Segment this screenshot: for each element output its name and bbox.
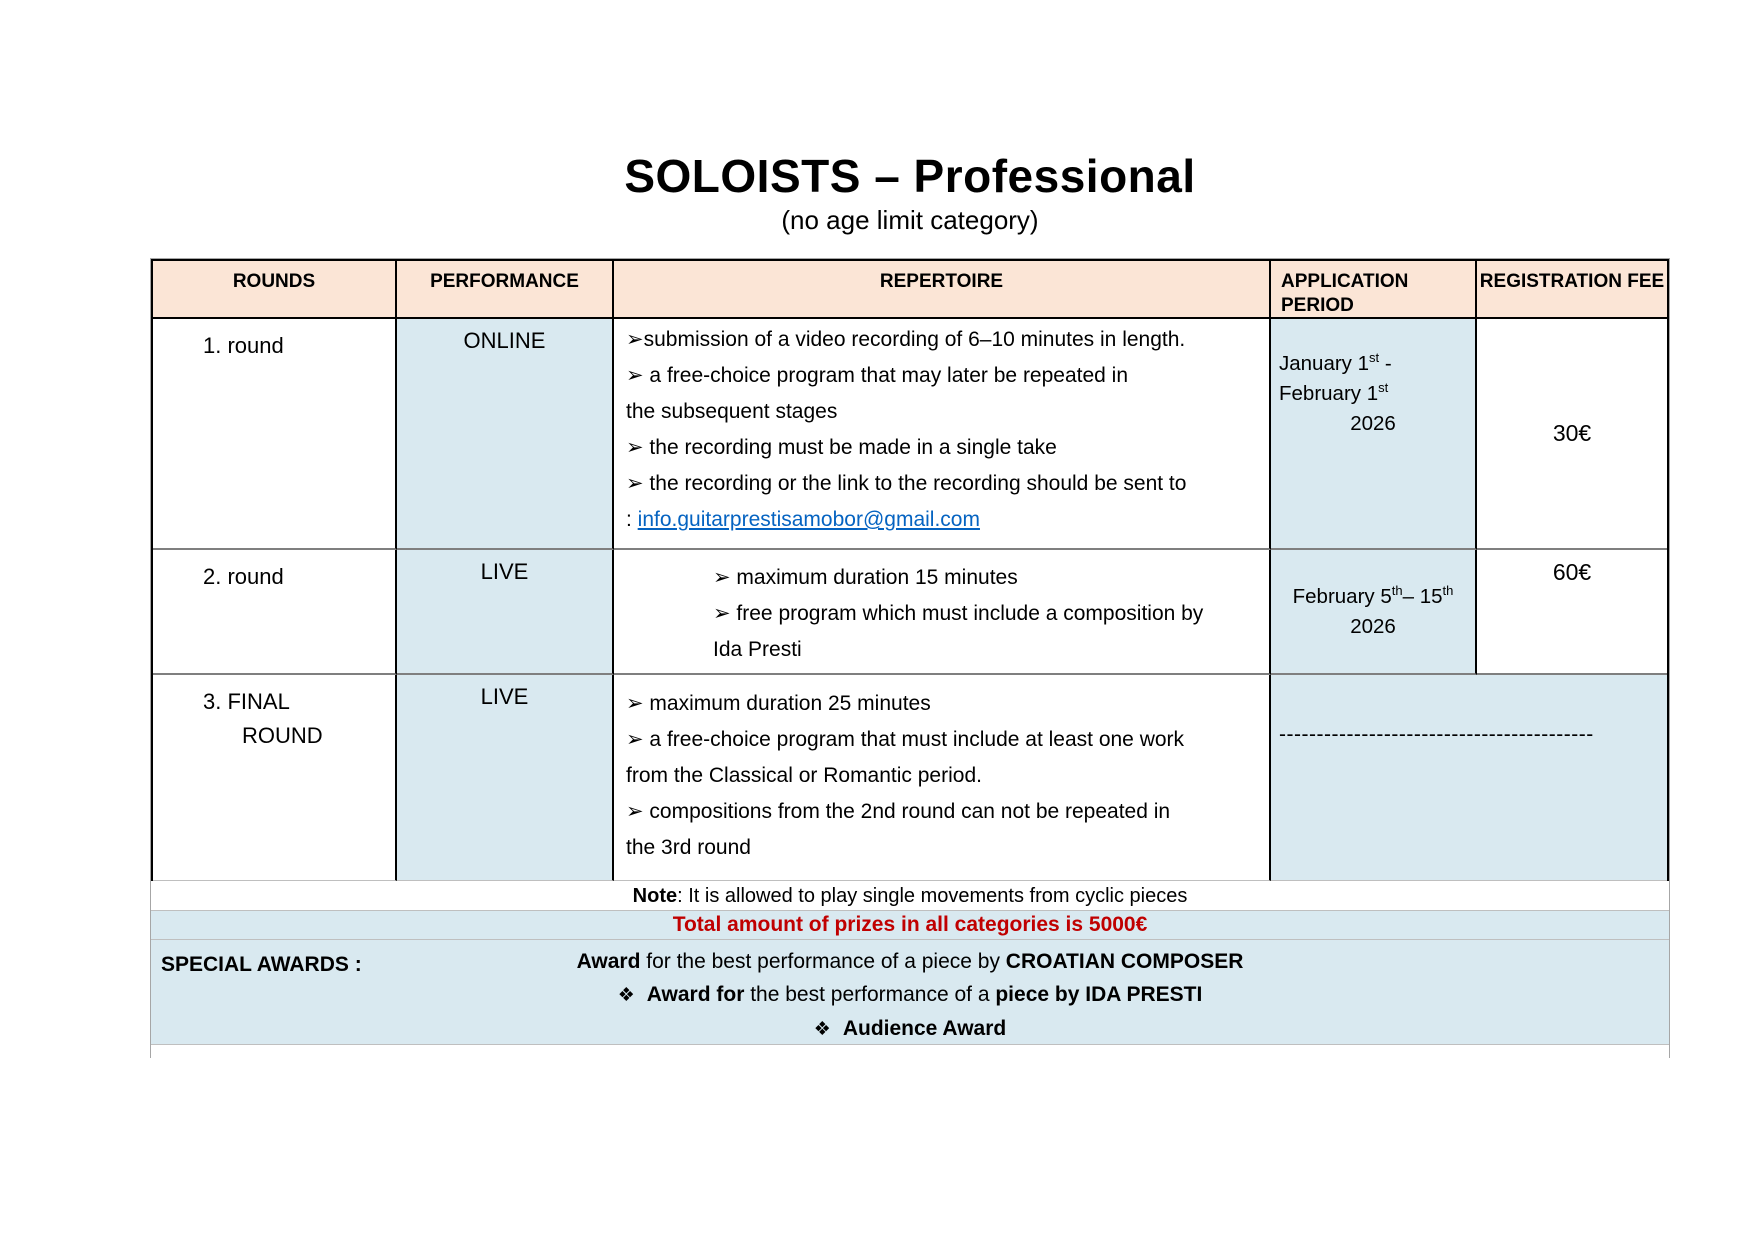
rounds-table <box>151 259 1669 881</box>
row3-round-label: 3. FINAL ROUND <box>153 675 397 881</box>
note-label: Note <box>632 885 678 907</box>
note-row <box>151 881 1669 911</box>
row3-period-fee-merged: ------------------------------------------ <box>1271 675 1667 881</box>
row3-performance: LIVE <box>397 675 614 881</box>
diamond-bullet-icon: ❖ <box>617 985 635 1006</box>
diamond-bullet-icon: ❖ <box>813 1019 831 1040</box>
award-line-croatian-composer: Award for the best performance of a piece by CROATIAN COMPOSER <box>576 950 1244 973</box>
total-prizes-row: Total amount of prizes in all categories is 5000€ <box>151 911 1669 940</box>
repertoire-line: ➢ a free-choice program that may later be repeated in <box>626 364 1129 387</box>
repertoire-line: Ida Presti <box>713 638 802 661</box>
repertoire-line: ➢submission of a video recording of 6–10 minutes in length. <box>626 328 1186 351</box>
period-line: February 1st <box>1279 380 1389 405</box>
period-year: 2026 <box>1350 614 1396 638</box>
award-line-audience: ❖ Audience Award <box>151 1012 1669 1046</box>
repertoire-line: ➢ maximum duration 25 minutes <box>626 692 931 715</box>
page-subtitle: (no age limit category) <box>781 205 1039 235</box>
repertoire-line: ➢ compositions from the 2nd round can not be repeated in <box>626 800 1171 823</box>
repertoire-line: from the Classical or Romantic period. <box>626 764 982 787</box>
table-frame <box>150 258 1670 1058</box>
row2-registration-fee: 60€ <box>1477 550 1667 675</box>
row2-performance: LIVE <box>397 550 614 675</box>
row1-registration-fee: 30€ <box>1477 319 1667 550</box>
period-line: February 5th– 15th <box>1292 582 1454 608</box>
period-line: January 1st - <box>1279 350 1392 375</box>
bottom-spacer <box>151 1045 1669 1058</box>
header-performance: PERFORMANCE <box>397 261 614 319</box>
submission-email-link[interactable]: info.guitarprestisamobor@gmail.com <box>637 508 980 531</box>
row2-repertoire <box>614 550 1271 675</box>
row2-application-period <box>1271 550 1477 675</box>
row1-performance: ONLINE <box>397 319 614 550</box>
award-line-ida-presti: ❖ Award for the best performance of a piece by IDA PRESTI <box>151 978 1669 1012</box>
row2-round-label: 2. round <box>153 550 397 675</box>
period-year: 2026 <box>1350 412 1396 435</box>
special-awards-label: SPECIAL AWARDS : <box>161 953 362 976</box>
header-application-period: APPLICATION PERIOD <box>1271 261 1477 319</box>
page-title: SOLOISTS – Professional <box>624 150 1196 202</box>
row3-repertoire <box>614 675 1271 881</box>
row1-application-period <box>1271 319 1477 550</box>
header-registration-fee: REGISTRATION FEE <box>1477 261 1667 319</box>
repertoire-line: the subsequent stages <box>626 400 838 423</box>
header-repertoire: REPERTOIRE <box>614 261 1271 319</box>
repertoire-email-line <box>626 502 1261 538</box>
row1-repertoire <box>614 319 1271 550</box>
repertoire-line: ➢ the recording or the link to the recording should be sent to <box>626 472 1187 495</box>
note-text: : It is allowed to play single movements from cyclic pieces <box>677 885 1188 907</box>
repertoire-line: ➢ maximum duration 15 minutes <box>713 566 1018 589</box>
special-awards-row <box>151 940 1669 1045</box>
repertoire-line: ➢ the recording must be made in a single take <box>626 436 1057 459</box>
row1-round-label: 1. round <box>153 319 397 550</box>
repertoire-line: ➢ free program which must include a composition by <box>713 602 1204 625</box>
repertoire-line: ➢ a free-choice program that must include at least one work <box>626 728 1185 751</box>
email-prefix: : <box>626 508 638 531</box>
repertoire-line: the 3rd round <box>626 836 751 859</box>
header-rounds: ROUNDS <box>153 261 397 319</box>
